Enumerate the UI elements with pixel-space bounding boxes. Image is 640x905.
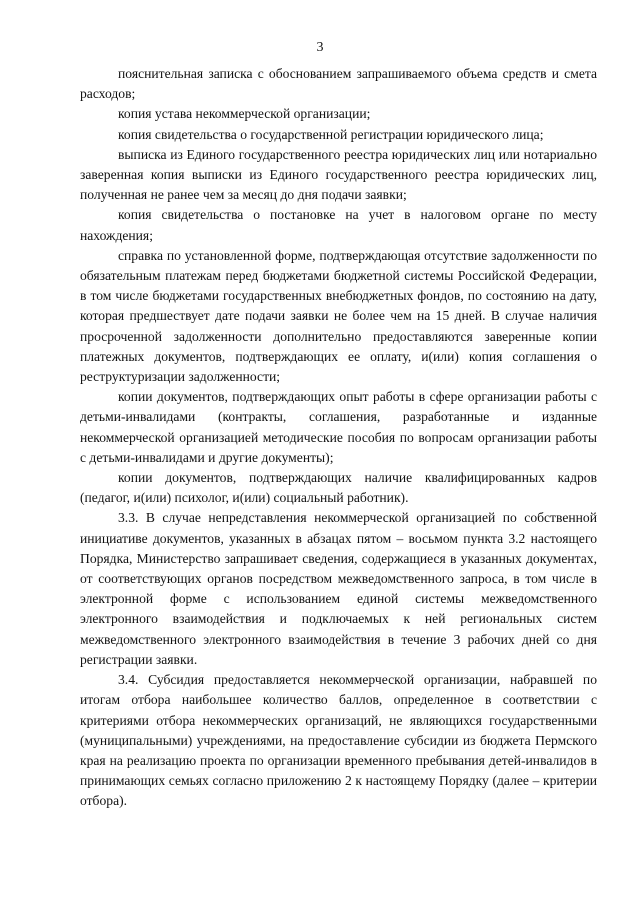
- paragraph-section-3-3: 3.3. В случае непредставления некоммерческой организацией по собственной инициативе документов, указанных в абзацах пятом – восьмом пункта 3.2 настоящего Порядка, Министерство запрашивает сведения, содержащиеся в указанных документах, от соответствующих органов посредством межведомственного запроса, в том числе в электронной форме с использованием единой системы межведомственного электронного взаимодействия и подключаемых к ней региональных систем межведомственного электронного взаимодействия в течение 3 рабочих дней со дня регистрации заявки.: [80, 510, 597, 667]
- document-body: [80, 64, 597, 812]
- paragraph-registration-certificate: копия свидетельства о государственной регистрации юридического лица;: [118, 126, 544, 142]
- paragraph-experience-documents: копии документов, подтверждающих опыт работы в сфере организации работы с детьми-инвалидами (контракты, соглашения, разработанные и изданные некоммерческой организацией методические пособия по вопросам организации работы с детьми-инвалидами и другие документы);: [80, 389, 597, 465]
- paragraph-explanatory-note: пояснительная записка с обоснованием запрашиваемого объема средств и смета расходов;: [80, 66, 597, 102]
- paragraph-section-3-4: 3.4. Субсидия предоставляется некоммерческой организации, набравшей по итогам отбора наибольшее количество баллов, определенное в соответствии с критериями отбора некоммерческих организаций, не являющихся государственными (муниципальными) учреждениями, на предоставление субсидии из бюджета Пермского края на реализацию проекта по организации временного пребывания детей-инвалидов в принимающих семьях согласно приложению 2 к настоящему Порядку (далее – критерии отбора).: [80, 672, 597, 809]
- paragraph-staff-documents: копии документов, подтверждающих наличие квалифицированных кадров (педагог, и(или) психолог, и(или) социальный работник).: [80, 470, 597, 506]
- page-number: 3: [316, 40, 324, 55]
- paragraph-charter-copy: копия устава некоммерческой организации;: [118, 106, 371, 122]
- paragraph-debt-certificate: справка по установленной форме, подтверждающая отсутствие задолженности по обязательным платежам перед бюджетами бюджетной системы Российской Федерации, в том числе бюджетами государственных внебюджетных фондов, по состоянию на дату, которая предшествует дате подачи заявки не более чем на 15 дней. В случае наличия просроченной задолженности дополнительно предоставляются заверенные копии платежных документов, подтверждающих ее оплату, и(или) копия соглашения о реструктуризации задолженности;: [80, 247, 597, 385]
- paragraph-registry-extract: выписка из Единого государственного реестра юридических лиц или нотариально заверенная копия выписки из Единого государственного реестра юридических лиц, полученная не ранее чем за месяц до дня подачи заявки;: [80, 146, 597, 203]
- paragraph-tax-registration: копия свидетельства о постановке на учет в налоговом органе по месту нахождения;: [80, 207, 597, 243]
